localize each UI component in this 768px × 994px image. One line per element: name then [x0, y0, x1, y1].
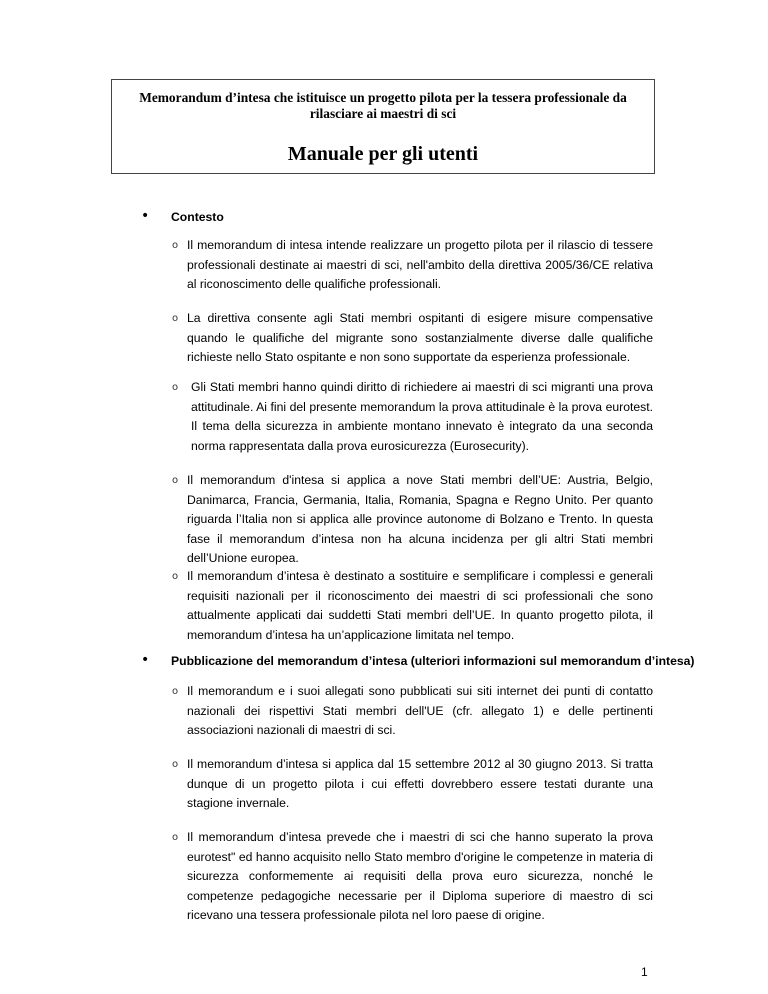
- bullet-icon: •: [141, 208, 150, 224]
- sub-bullet-icon: o: [172, 240, 179, 251]
- section-heading-contesto: Contesto: [171, 210, 224, 224]
- list-item: Gli Stati membri hanno quindi diritto di richiedere ai maestri di sci migranti una prova attitudinale. Ai fini del presente memorandum la prova attitudinale è la prova eurotest. Il tema della sicurezza in ambiente montano innevato è integrato da una seconda norma rappresentata dalla prova eurosicurezza (Eurosecurity).: [191, 380, 653, 453]
- document-subtitle: Memorandum d’intesa che istituisce un progetto pilota per la tessera professionale da rilasciare ai maestri di sci: [139, 90, 627, 121]
- bullet-icon: •: [141, 652, 150, 668]
- document-title: Manuale per gli utenti: [287, 143, 479, 165]
- list-item: Il memorandum d’intesa prevede che i maestri di sci che hanno superato la prova eurotest" ed hanno acquisito nello Stato membro d'origine le competenze in materia di sicurezza conformemente ai requisiti della prova euro sicurezza, nonché le competenze pedagogiche necessarie per il Diploma superiore di maestro di sci ricevano una tessera professionale pilota nel loro paese di origine.: [187, 830, 653, 922]
- list-item: Il memorandum d'intesa si applica a nove Stati membri dell’UE: Austria, Belgio, Danimarca, Francia, Germania, Italia, Romania, Spagna e Regno Unito. Per quanto riguarda l’Italia non si applica alle province autonome di Bolzano e Trento. In questa fase il memorandum d’intesa non ha alcuna incidenza per gli altri Stati membri dell’Unione europea.: [187, 473, 653, 565]
- sub-bullet-icon: o: [172, 686, 179, 697]
- page-number: 1: [641, 965, 648, 979]
- list-item: Il memorandum e i suoi allegati sono pubblicati sui siti internet dei punti di contatto nazionali dei rispettivi Stati membri dell'UE (cfr. allegato 1) e delle pertinenti associazioni nazionali di maestri di sci.: [187, 684, 653, 737]
- sub-bullet-icon: o: [172, 382, 179, 393]
- list-item: Il memorandum d’intesa è destinato a sostituire e semplificare i complessi e generali requisiti nazionali per il riconoscimento dei maestri di sci professionali che sono attualmente applicati dai suddetti Stati membri dell’UE. In quanto progetto pilota, il memorandum d’intesa ha un’applicazione limitata nel tempo.: [187, 569, 653, 642]
- sub-bullet-icon: o: [172, 571, 179, 582]
- section-heading-pubblicazione: Pubblicazione del memorandum d’intesa (ulteriori informazioni sul memorandum d’intesa): [171, 654, 695, 668]
- list-item: La direttiva consente agli Stati membri ospitanti di esigere misure compensative quando le qualifiche del migrante sono sostanzialmente diverse dalle qualifiche richieste nello Stato ospitante e non sono supportate da esperienza professionale.: [187, 311, 653, 364]
- title-box: [111, 79, 655, 174]
- sub-bullet-icon: o: [172, 832, 179, 843]
- list-item: Il memorandum d’intesa si applica dal 15 settembre 2012 al 30 giugno 2013. Si tratta dunque di un progetto pilota i cui effetti dovrebbero essere testati durante una stagione invernale.: [187, 757, 653, 810]
- sub-bullet-icon: o: [172, 759, 179, 770]
- list-item: Il memorandum di intesa intende realizzare un progetto pilota per il rilascio di tessere professionali destinate ai maestri di sci, nell'ambito della direttiva 2005/36/CE relativa al riconoscimento delle qualifiche professionali.: [187, 238, 653, 291]
- sub-bullet-icon: o: [172, 313, 179, 324]
- sub-bullet-icon: o: [172, 475, 179, 486]
